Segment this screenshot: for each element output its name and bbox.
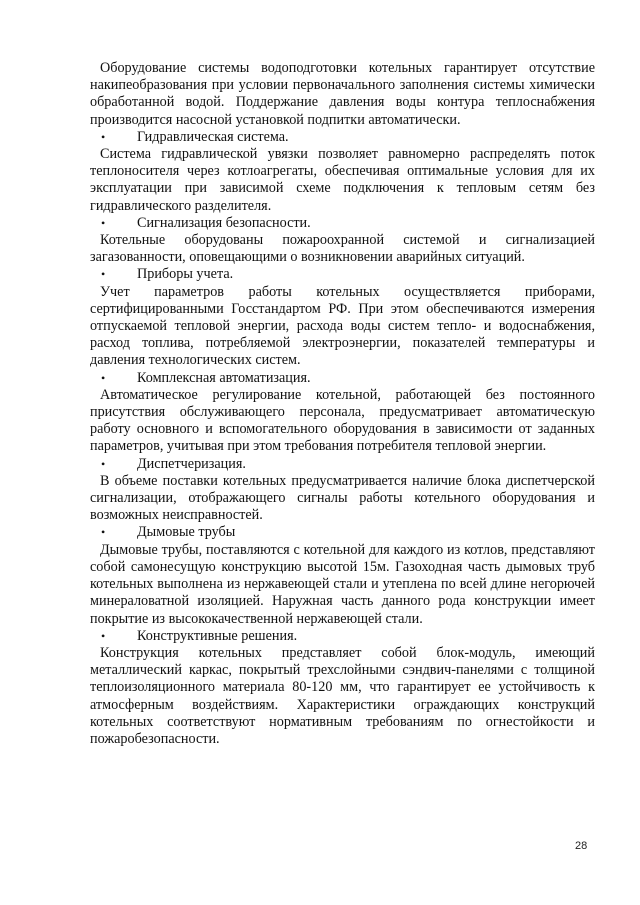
bullet-label: Гидравлическая система.: [137, 128, 289, 145]
bullet-label: Сигнализация безопасности.: [137, 214, 311, 231]
bullet-label: Приборы учета.: [137, 266, 234, 283]
bullet-design-solutions: [90, 628, 595, 645]
page-number: 28: [575, 840, 588, 852]
bullet-label: Конструктивные решения.: [137, 627, 298, 644]
bullet-metering-devices: [90, 266, 595, 283]
paragraph-chimneys: Дымовые трубы, поставляются с котельной для каждого из котлов, представляют собой самонесущую конструкцию высотой 15м. Газоходная часть дымовых труб котельных выполнена из нержавеющей стали и утеплена по всей длине негорючей минераловатной изоляцией. Наружная часть данного рода конструкции имеет покрытие из высококачественной нержавеющей стали.: [90, 541, 595, 627]
paragraph-automation: Автоматическое регулирование котельной, работающей без постоянного присутствия обслуживающего персонала, предусматривает автоматическую работу основного и вспомогательного оборудования в зависимости от заданных параметров, учитывая при этом требования потребителя тепловой энергии.: [90, 386, 595, 455]
paragraph-hydraulic-system: Система гидравлической увязки позволяет равномерно распределять поток теплоносителя через котлоагрегаты, обеспечивая оптимальные условия для их эксплуатации при зависимой схеме подключения к тепловым сетям без гидравлического разделителя.: [90, 146, 595, 214]
bullet-hydraulic-system: [90, 129, 595, 146]
bullet-label: Комплексная автоматизация.: [137, 369, 311, 386]
paragraph-safety-alarm: Котельные оборудованы пожароохранной системой и сигнализацией загазованности, оповещающими о возникновении аварийных ситуаций.: [90, 232, 595, 266]
bullet-dispatching: [90, 456, 595, 473]
bullet-marker: •: [101, 628, 106, 643]
bullet-marker: •: [101, 267, 106, 282]
bullet-safety-alarm: [90, 215, 595, 232]
paragraph-water-treatment: Оборудование системы водоподготовки котельных гарантирует отсутствие накипеобразования при условии первоначального заполнения системы химически обработанной водой. Поддержание давления воды контура теплоснабжения производится насосной установкой подпитки автоматически.: [90, 60, 595, 128]
document-page: [90, 60, 595, 748]
paragraph-metering-devices: Учет параметров работы котельных осуществляется приборами, сертифицированными Госстандартом РФ. При этом обеспечиваются измерения отпускаемой тепловой энергии, расхода воды систем тепло- и водоснабжения, расход топлива, потребляемой электроэнергии, показателей температуры и давления технологических систем.: [90, 283, 595, 369]
bullet-marker: •: [101, 456, 106, 471]
bullet-marker: •: [101, 215, 106, 230]
bullet-label: Дымовые трубы: [137, 524, 236, 541]
bullet-marker: •: [101, 370, 106, 385]
paragraph-design-solutions: Конструкция котельных представляет собой блок-модуль, имеющий металлический каркас, покрытый трехслойными сэндвич-панелями с толщиной теплоизоляционного материала 80-120 мм, что гарантирует ее устойчивость к атмосферным воздействиям. Характеристики ограждающих конструкций котельных соответствуют нормативным требованиям по огнестойкости и пожаробезопасности.: [90, 644, 595, 747]
bullet-marker: •: [101, 525, 106, 540]
bullet-marker: •: [101, 129, 106, 144]
bullet-label: Диспетчеризация.: [137, 455, 246, 472]
bullet-automation: [90, 370, 595, 387]
bullet-chimneys: [90, 524, 595, 541]
paragraph-dispatching: В объеме поставки котельных предусматривается наличие блока диспетчерской сигнализации, отображающего сигналы работы котельного оборудования и возможных неисправностей.: [90, 472, 595, 524]
